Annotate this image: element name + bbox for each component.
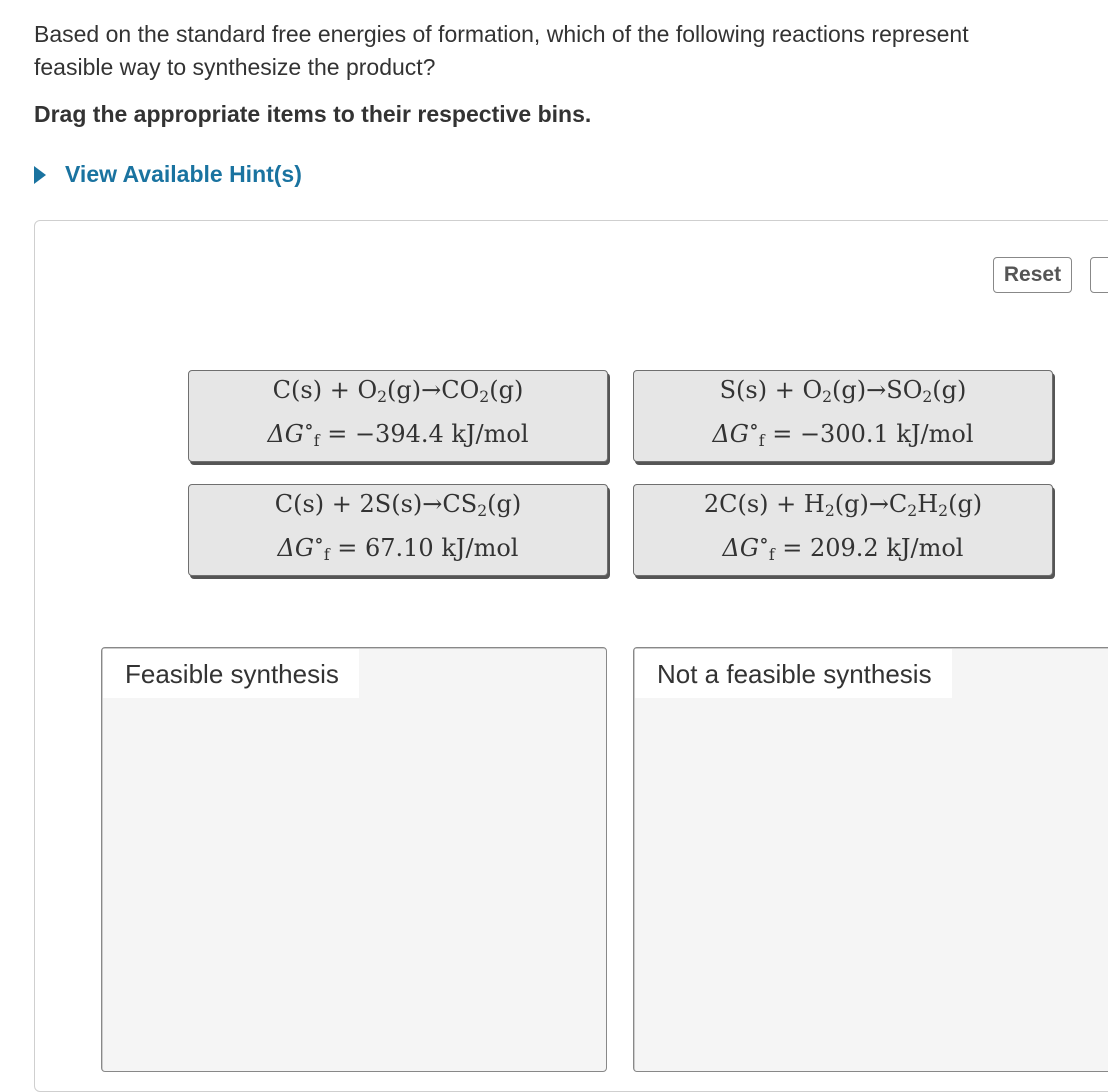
bin-not-feasible-synthesis[interactable]: [633, 647, 1108, 1072]
draggable-item-cs2[interactable]: [188, 484, 608, 576]
question-line-2: feasible way to synthesize the product?: [34, 54, 436, 80]
draggable-item-c2h2[interactable]: [633, 484, 1053, 576]
reaction-equation: $C(s) + O_2(g)\to CO_2(g)$: [272, 376, 524, 406]
view-hints-label: View Available Hint(s): [65, 161, 302, 187]
bin-label: Feasible synthesis: [103, 649, 359, 698]
question-text: [34, 18, 1108, 84]
bin-feasible-synthesis[interactable]: [101, 647, 607, 1072]
reset-button[interactable]: Reset: [993, 257, 1072, 293]
instruction-text: Drag the appropriate items to their respective bins.: [34, 101, 592, 127]
expand-triangle-icon: [34, 166, 46, 184]
reaction-equation: $C(s) + 2S(s)\to CS_2(g)$: [274, 490, 522, 520]
free-energy-value: $\Delta G^\circ_f = -300.1$ kJ/mol: [712, 414, 974, 450]
reaction-equation: $2C(s) + H_2(g)\to C_2H_2(g)$: [703, 490, 983, 520]
free-energy-value: $\Delta G^\circ_f = -394.4$ kJ/mol: [267, 414, 529, 450]
free-energy-value: $\Delta G^\circ_f = 209.2$ kJ/mol: [722, 528, 964, 564]
question-line-1: Based on the standard free energies of formation, which of the following reactions represent: [34, 21, 969, 47]
draggable-item-co2[interactable]: [188, 370, 608, 462]
free-energy-value: $\Delta G^\circ_f = 67.10$ kJ/mol: [277, 528, 519, 564]
draggable-item-so2[interactable]: [633, 370, 1053, 462]
bin-label: Not a feasible synthesis: [635, 649, 952, 698]
view-hints-link[interactable]: [34, 161, 302, 188]
help-button[interactable]: [1090, 257, 1108, 293]
reaction-equation: $S(s) + O_2(g)\to SO_2(g)$: [719, 376, 967, 406]
